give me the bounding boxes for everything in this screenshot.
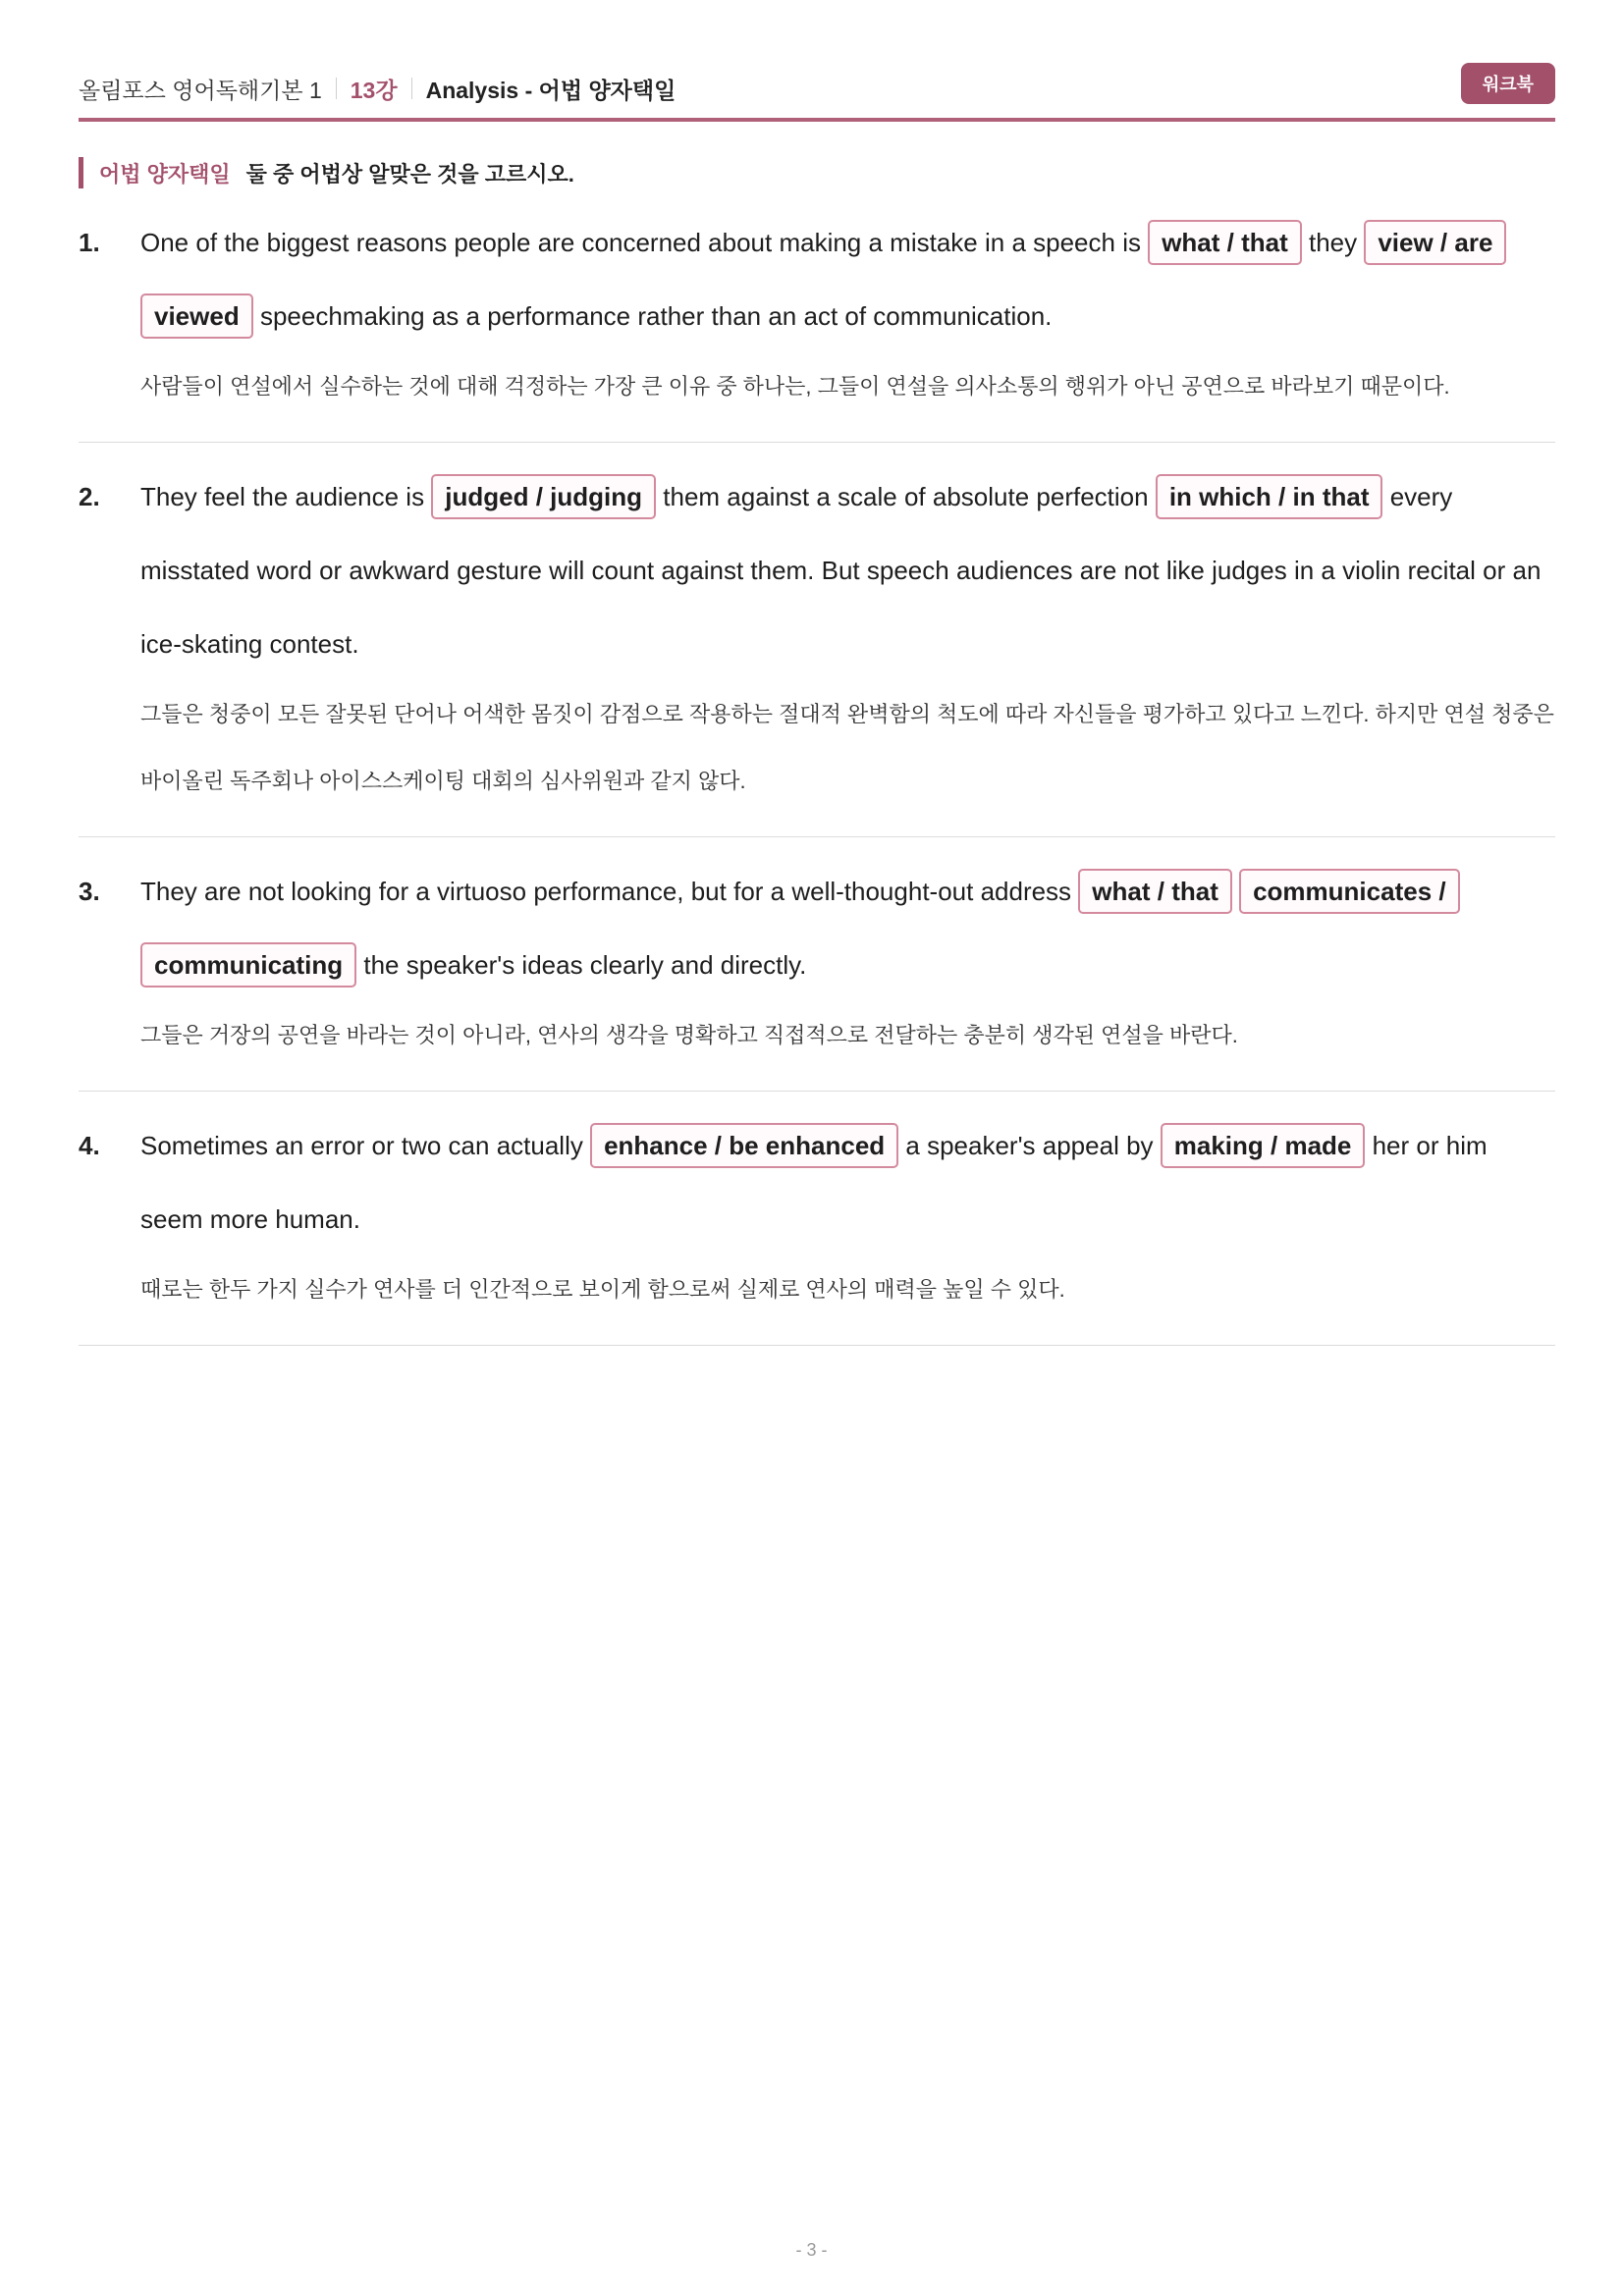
question-number: 2. (79, 482, 100, 511)
question-item (79, 837, 1555, 1092)
sentence-text: One of the biggest reasons people are concerned about making a mistake in a speech is (140, 228, 1149, 257)
sentence-text: They are not looking for a virtuoso performance, but for a well-thought-out address (140, 877, 1079, 906)
grammar-choice[interactable]: what / that (1078, 869, 1232, 914)
grammar-choice[interactable]: communicates / communicating (140, 869, 1460, 988)
section-title: Analysis - 어법 양자택일 (425, 77, 676, 103)
korean-translation: 사람들이 연설에서 실수하는 것에 대해 걱정하는 가장 큰 이유 중 하나는, 그들이 연설을 의사소통의 행위가 아닌 공연으로 바라보기 때문이다. (140, 374, 1450, 399)
sentence-text: they (1301, 228, 1365, 257)
english-sentence (140, 206, 1555, 353)
sentence-text: every misstated word or awkward gesture will count against them. But speech audiences are not like judges in a violin recital or an ice-skating contest. (140, 482, 1542, 659)
sentence-text: Sometimes an error or two can actually (140, 1131, 591, 1160)
korean-translation: 그들은 거장의 공연을 바라는 것이 아니라, 연사의 생각을 명확하고 직접적으로 전달하는 충분히 생각된 연설을 바란다. (140, 1023, 1238, 1047)
page-number: - 3 - (795, 2240, 828, 2260)
korean-translation: 때로는 한두 가지 실수가 연사를 더 인간적으로 보이게 함으로써 실제로 연사의 매력을 높일 수 있다. (140, 1277, 1065, 1302)
grammar-choice[interactable]: enhance / be enhanced (590, 1123, 898, 1168)
grammar-choice[interactable]: in which / in that (1156, 474, 1383, 519)
question-item (79, 443, 1555, 837)
book-title: 올림포스 영어독해기본 1 (79, 77, 322, 103)
english-sentence (140, 1109, 1555, 1256)
grammar-choice[interactable]: judged / judging (431, 474, 656, 519)
sentence-text: the speaker's ideas clearly and directly. (356, 950, 807, 980)
english-sentence (140, 855, 1555, 1002)
question-item (79, 1092, 1555, 1346)
workbook-page (79, 59, 1555, 1346)
grammar-choice[interactable]: view / are viewed (140, 220, 1506, 339)
instruction-bar (79, 157, 1555, 188)
question-number: 1. (79, 228, 100, 257)
sentence-text: They feel the audience is (140, 482, 432, 511)
header-divider (336, 78, 337, 99)
lesson-number: 13강 (350, 77, 398, 103)
instruction-text: 둘 중 어법상 알맞은 것을 고르시오. (245, 161, 574, 187)
page-header (79, 59, 1555, 122)
question-number: 4. (79, 1131, 100, 1160)
sentence-text (1232, 877, 1239, 906)
korean-translation: 그들은 청중이 모든 잘못된 단어나 어색한 몸짓이 감점으로 작용하는 절대적 완벽함의 척도에 따라 자신들을 평가하고 있다고 느낀다. 하지만 연설 청중은 바이올린 독주회나 아이스스케이팅 대회의 심사위원과 같지 않다. (140, 702, 1554, 793)
sentence-text: her or him seem more human. (140, 1131, 1488, 1234)
question-number: 3. (79, 877, 100, 906)
grammar-choice[interactable]: making / made (1161, 1123, 1366, 1168)
workbook-badge: 워크북 (1461, 63, 1555, 104)
instruction-label: 어법 양자택일 (99, 161, 231, 187)
question-item (79, 188, 1555, 443)
sentence-text: a speaker's appeal by (898, 1131, 1161, 1160)
sentence-text: speechmaking as a performance rather than an act of communication. (252, 301, 1053, 331)
sentence-text: them against a scale of absolute perfection (656, 482, 1156, 511)
grammar-choice[interactable]: what / that (1148, 220, 1302, 265)
header-divider (411, 78, 412, 99)
english-sentence (140, 460, 1555, 681)
